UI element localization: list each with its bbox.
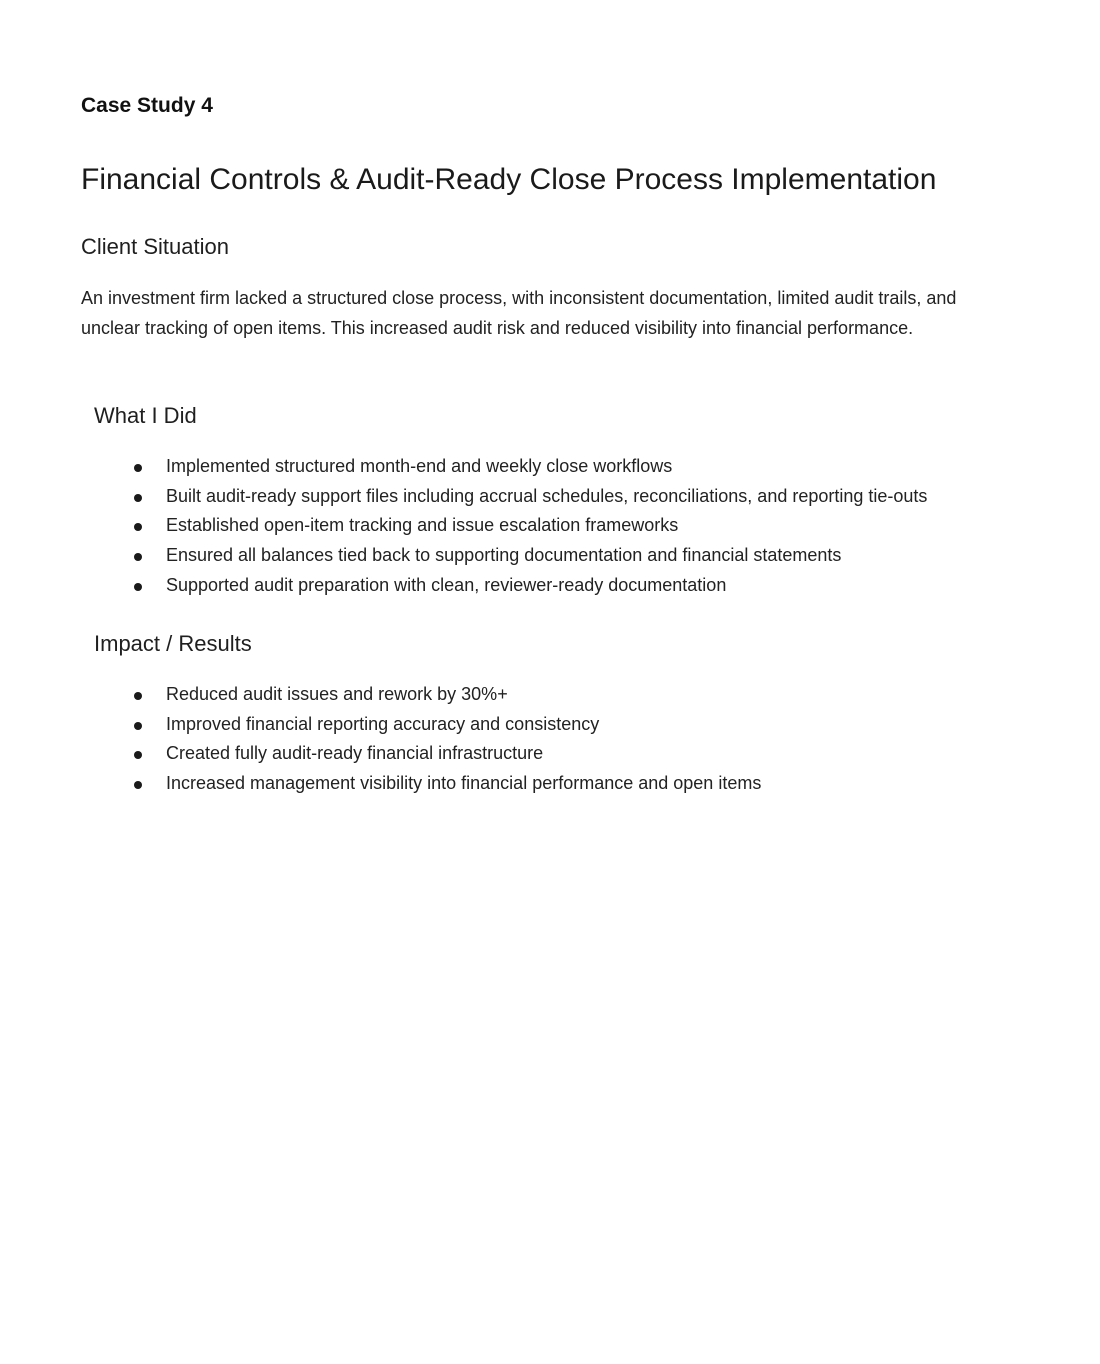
list-item-text: Established open-item tracking and issue escalation frameworks [166,515,679,536]
list-item-text: Reduced audit issues and rework by 30%+ [166,684,508,704]
bullet-icon [134,523,142,531]
what-i-did-heading: What I Did [94,403,197,428]
case-study-label: Case Study 4 [81,94,213,117]
bullet-icon [134,692,142,700]
page-title: Financial Controls & Audit-Ready Close Process Implementation [81,163,937,196]
client-situation-paragraph: An investment firm lacked a structured close process, with inconsistent documentation, limited audit trails, and unclear tracking of open items. This increased audit risk and reduced visibility into financial performance. [81,288,957,338]
list-item-text: Created fully audit-ready financial infrastructure [166,743,544,764]
bullet-icon [134,781,142,789]
bullet-icon [134,494,142,502]
bullet-icon [134,464,142,472]
bullet-icon [134,751,142,759]
list-item-text: Ensured all balances tied back to supporting documentation and financial statements [166,545,842,566]
list-item-text: Implemented structured month-end and weekly close workflows [166,456,673,476]
client-situation-heading: Client Situation [81,234,229,259]
list-item-text: Built audit-ready support files including accrual schedules, reconciliations, and reporting tie-outs [166,485,928,506]
bullet-icon [134,553,142,561]
bullet-icon [134,583,142,591]
list-item-text: Supported audit preparation with clean, reviewer-ready documentation [166,574,727,595]
bullet-icon [134,722,142,730]
impact-results-heading: Impact / Results [94,631,252,656]
list-item-text: Increased management visibility into financial performance and open items [166,773,762,794]
list-item-text: Improved financial reporting accuracy and consistency [166,713,600,734]
